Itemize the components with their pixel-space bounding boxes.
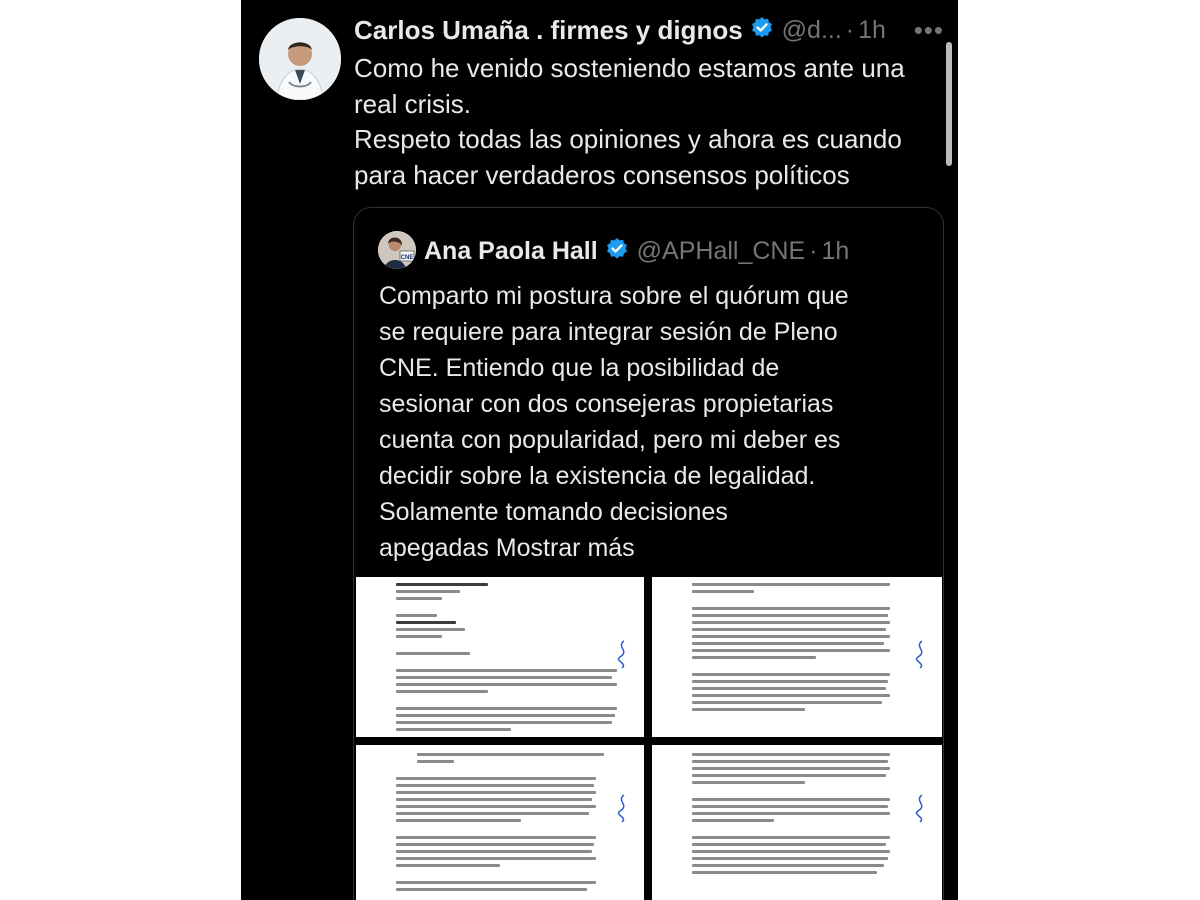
show-more-link[interactable]: Mostrar más [495,534,635,562]
verified-badge-icon [750,16,774,45]
quoted-text-line: Comparto mi postura sobre el quórum que [379,282,849,310]
tweet-card[interactable] [241,0,958,900]
quoted-text-line: se requiere para integrar sesión de Pleno [379,318,838,346]
cne-badge-text: CNE [400,255,414,261]
document-image[interactable] [356,745,644,900]
quoted-text-line: decidir sobre la existencia de legalidad. [379,462,816,490]
signature-image [910,793,932,823]
author-handle[interactable]: @d... [781,15,842,44]
quoted-timestamp[interactable]: 1h [821,236,850,265]
signature-image [612,639,634,669]
quoted-author-handle[interactable]: @APHall_CNE [636,236,806,265]
quoted-tweet[interactable] [353,207,944,900]
separator-dot: · [845,15,855,44]
quoted-author-name[interactable]: Ana Paola Hall [424,236,598,265]
right-margin [958,0,1200,900]
quoted-text-line: CNE. Entiendo que la posibilidad de [379,354,780,382]
media-grid [354,577,943,900]
document-image[interactable] [652,577,942,737]
document-image[interactable] [356,577,644,737]
tweet-header [354,12,944,48]
quoted-text-line: cuenta con popularidad, pero mi deber es [379,426,841,454]
scrollbar-thumb[interactable] [946,42,952,166]
tweet-text-line: real crisis. [354,88,472,119]
author-avatar[interactable] [259,18,341,100]
quoted-header [424,232,849,270]
quoted-text-last-line [379,530,939,566]
tweet-text [354,51,954,193]
quoted-text-fragment: apegadas [379,534,496,562]
verified-badge-icon [605,237,629,266]
separator-dot: · [809,236,818,265]
quoted-author-avatar[interactable] [378,231,416,269]
quoted-text-line: sesionar con dos consejeras propietarias [379,390,834,418]
document-image[interactable] [652,745,942,900]
signature-image [612,793,634,823]
tweet-text-line: Respeto todas las opiniones y ahora es cuando [354,124,902,154]
signature-image [910,639,932,669]
tweet-text-line: Como he venido sosteniendo estamos ante una [354,53,905,83]
quoted-text [379,278,939,566]
author-name[interactable]: Carlos Umaña . firmes y dignos [354,14,743,45]
tweet-text-line: para hacer verdaderos consensos políticos [354,159,850,190]
tweet-timestamp[interactable]: 1h [858,15,886,44]
more-icon[interactable]: ••• [913,14,944,45]
quoted-text-line: Solamente tomando decisiones [379,498,728,526]
left-margin [0,0,241,900]
